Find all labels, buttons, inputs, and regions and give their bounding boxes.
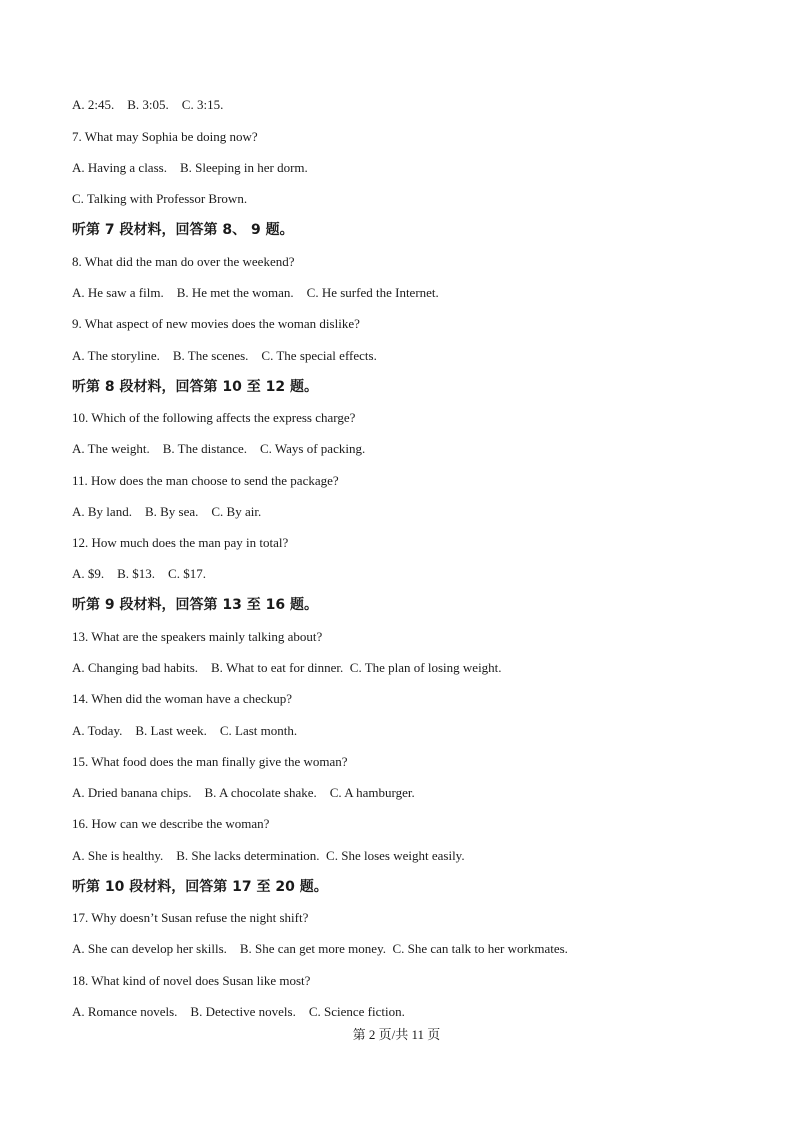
section-heading: 听第 7 段材料，回答第 8、 9 题。 <box>72 222 294 238</box>
options-line: A. 2:45. B. 3:05. C. 3:15. <box>72 97 224 112</box>
options-line: A. Romance novels. B. Detective novels. C. Science fiction. <box>72 1004 405 1019</box>
page-footer: 第 2 页/共 11 页 <box>352 1027 441 1042</box>
question-17: 17. Why doesn’t Susan refuse the night shift? <box>72 910 309 925</box>
options-line: A. Changing bad habits. B. What to eat for dinner. C. The plan of losing weight. <box>72 660 502 675</box>
options-line: A. She is healthy. B. She lacks determination. C. She loses weight easily. <box>72 848 465 863</box>
question-12: 12. How much does the man pay in total? <box>72 535 289 550</box>
question-10: 10. Which of the following affects the express charge? <box>72 410 356 425</box>
options-line: A. Today. B. Last week. C. Last month. <box>72 723 298 738</box>
question-16: 16. How can we describe the woman? <box>72 816 270 831</box>
question-13: 13. What are the speakers mainly talking about? <box>72 629 323 644</box>
options-line: A. $9. B. $13. C. $17. <box>72 566 206 581</box>
options-line: A. He saw a film. B. He met the woman. C. He surfed the Internet. <box>72 285 439 300</box>
question-14: 14. When did the woman have a checkup? <box>72 691 292 706</box>
options-line: A. Dried banana chips. B. A chocolate shake. C. A hamburger. <box>72 785 415 800</box>
options-line: A. Having a class. B. Sleeping in her dorm. <box>72 160 308 175</box>
section-heading: 听第 8 段材料，回答第 10 至 12 题。 <box>72 379 318 395</box>
options-line: C. Talking with Professor Brown. <box>72 191 248 206</box>
options-line: A. The weight. B. The distance. C. Ways of packing. <box>72 441 366 456</box>
section-heading: 听第 10 段材料，回答第 17 至 20 题。 <box>72 879 328 895</box>
options-line: A. By land. B. By sea. C. By air. <box>72 504 262 519</box>
question-7: 7. What may Sophia be doing now? <box>72 129 258 144</box>
section-heading: 听第 9 段材料，回答第 13 至 16 题。 <box>72 597 318 613</box>
question-15: 15. What food does the man finally give the woman? <box>72 754 348 769</box>
question-18: 18. What kind of novel does Susan like most? <box>72 973 311 988</box>
options-line: A. The storyline. B. The scenes. C. The special effects. <box>72 348 377 363</box>
question-11: 11. How does the man choose to send the package? <box>72 473 339 488</box>
question-9: 9. What aspect of new movies does the woman dislike? <box>72 316 360 331</box>
options-line: A. She can develop her skills. B. She can get more money. C. She can talk to her workmates. <box>72 941 568 956</box>
question-8: 8. What did the man do over the weekend? <box>72 254 295 269</box>
